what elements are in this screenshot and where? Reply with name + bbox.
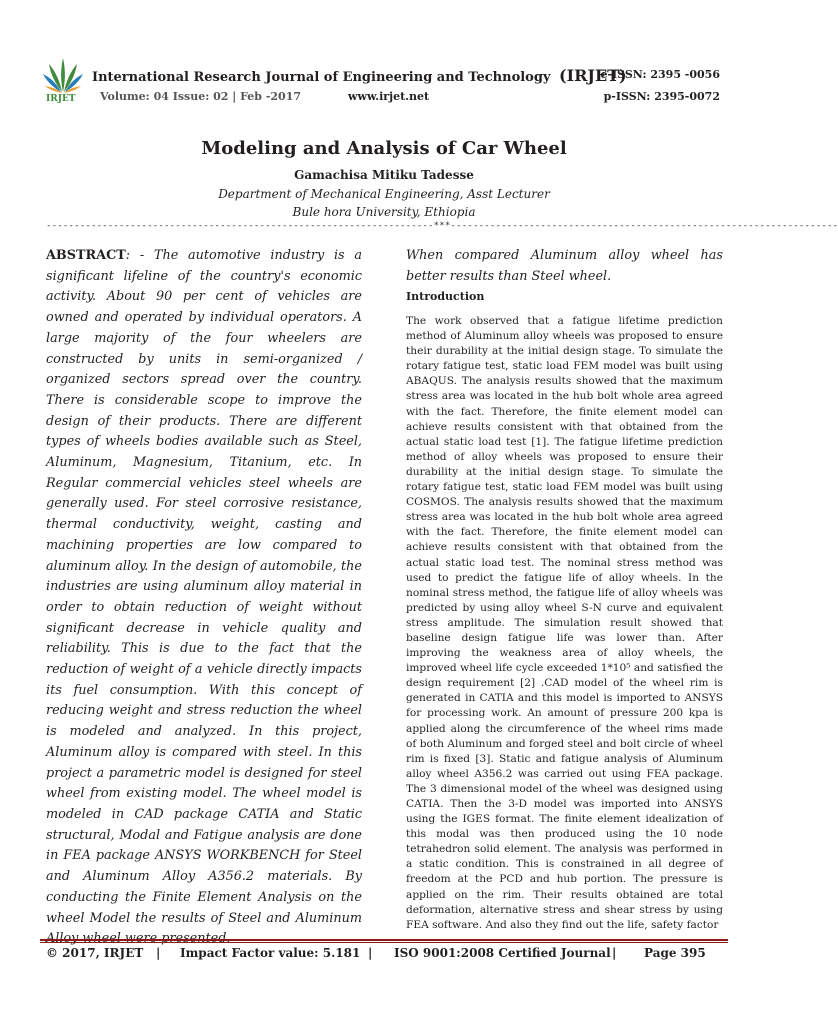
volume-issue: Volume: 04 Issue: 02 | Feb -2017 (100, 90, 301, 103)
right-column (406, 246, 723, 933)
footer-page-number: Page 395 (644, 946, 706, 960)
author-affiliation-university: Bule hora University, Ethiopia (292, 205, 476, 219)
journal-name-text: International Research Journal of Engineering and Technology (92, 70, 551, 85)
logo-text: IRJET (46, 94, 76, 104)
abstract-conclusion: When compared Aluminum alloy wheel has better results than Steel wheel. (406, 248, 723, 284)
journal-name (92, 66, 627, 85)
footer-separator: | (368, 946, 373, 960)
header-separator: ---------------------------------------------------------------------***--------------------------------------------------------------------- (46, 221, 838, 231)
footer-rule (40, 939, 728, 941)
footer-separator: | (612, 946, 617, 960)
footer-separator: | (156, 946, 161, 960)
journal-url[interactable]: www.irjet.net (348, 90, 430, 103)
abstract-column (46, 246, 362, 950)
footer-impact-factor: Impact Factor value: 5.181 (180, 946, 361, 960)
paper-author: Gamachisa Mitiku Tadesse (294, 168, 474, 182)
abstract-text: : - The automotive industry is a significant lifeline of the country's economic activity. About 90 per cent of vehicles are owned and operated by individual operators. A large majority of the four wheelers are constructed by units in semi-organized / organized sectors spread over the country. There is considerable scope to improve the design of their products. There are different types of wheels bodies available such as Steel, Aluminum, Magnesium, Titanium, etc. In Regular commercial vehicles steel wheels are generally used. For steel corrosive resistance, thermal conductivity, weight, casting and machining properties are low compared to aluminum alloy. In the design of automobile, the industries are using aluminum alloy material in order to obtain reduction of weight without significant decrease in vehicle quality and reliability. This is due to the fact that the reduction of weight of a vehicle directly impacts its fuel consumption. With this concept of reducing weight and stress reduction the wheel is modeled and analyzed. In this project, Aluminum alloy is compared with steel. In this project a parametric model is designed for steel wheel from existing model. The wheel model is modeled in CAD package CATIA and Static structural, Modal and Fatigue analysis are done in FEA package ANSYS WORKBENCH for Steel and Aluminum Alloy A356.2 materials. By conducting the Finite Element Analysis on the wheel Model the results of Steel and Aluminum (46, 248, 362, 926)
footer-copyright: © 2017, IRJET (46, 946, 144, 960)
e-issn: e-ISSN: 2395 -0056 (600, 68, 720, 81)
journal-header (40, 52, 728, 112)
footer-iso: ISO 9001:2008 Certified Journal (394, 946, 611, 960)
author-affiliation-department: Department of Mechanical Engineering, Asst Lecturer (218, 187, 550, 201)
p-issn: p-ISSN: 2395-0072 (603, 90, 720, 103)
introduction-heading: Introduction (406, 290, 485, 303)
introduction-text: The work observed that a fatigue lifetime prediction method of Aluminum alloy wheels was proposed to ensure their durability at the initial design stage. To simulate the rotary fatigue test, static load FEM model was built using ABAQUS. The analysis results showed that the maximum stress area was located in the hub bolt whole area agreed with the fact. Therefore, the finite element model can achieve results consistent with that obtained from the actual static load test [1]. The fatigue lifetime prediction method of alloy wheels was proposed to ensure their durability at the initial design stage. To simulate the rotary fatigue test, static load FEM model was built using COSMOS. The analysis results showed that the maximum stress area was located in the hub bolt whole area agreed with the fact. Therefore, the finite element model can achieve results consistent with that obtained from the actual static load test. The nominal stress method was used to predict the fatigue life of alloy wheels. In the nominal stress method, the fatigue life of alloy wheels was predicted by using alloy wheel S-N curve and equivalent stress amplitude. The simulation result showed that baseline design fatigue life was lower than. After improving the weakness area of alloy wheels, the improved wheel life cycle exceeded 1*10⁵ and satisfied the design requirement [2] .CAD model of the wheel rim is generated in CATIA and this model is imported to ANSYS for processing work. An amount of pressure 200 kpa is applied along the circumference of the wheel rims made of both Aluminum and forged steel and bolt circle of wheel rim is fixed [3]. Static and fatigue analysis of Aluminum alloy wheel A356.2 was carried out using FEA package. The 3 dimensional model of the wheel was designed using CATIA. Then the 3-D model was imported into ANSYS using the IGES format. The finite element idealization of this modal was then produced using the 10 node tetrahedron solid element. The analysis was performed in a static condition. This is constrained in all degree of freedom at the PCD and hub portion. The pressure is applied on the rim. Their results obtained are total deformation, alternative stress and shear stress by using FEA software. And also they find out the life, safety factor (406, 315, 723, 931)
footer-rule-thin (40, 942, 728, 943)
abstract-label: ABSTRACT (46, 248, 126, 263)
paper-title: Modeling and Analysis of Car Wheel (201, 138, 567, 159)
journal-abbreviation: (IRJET) (559, 66, 627, 85)
irjet-logo (40, 52, 86, 108)
